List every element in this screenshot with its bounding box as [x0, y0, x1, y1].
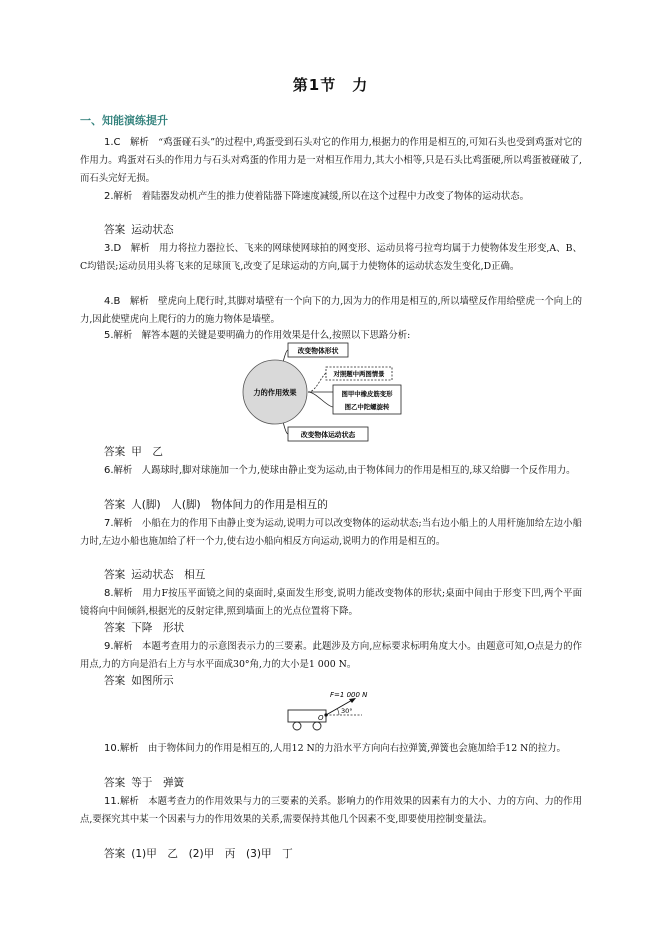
diagram-cue-label: 对照题中两图情景 [333, 370, 385, 378]
answer-5 [104, 444, 163, 459]
answer-label: 答案 [104, 224, 126, 236]
item-1 [80, 134, 582, 188]
answer-text: (1)甲 乙 (2)甲 丙 (3)甲 丁 [131, 848, 293, 860]
answer-label: 答案 [104, 499, 126, 511]
item-10 [80, 740, 582, 758]
cart-wheel-right [313, 722, 321, 730]
answer-6 [104, 497, 328, 512]
item-11 [80, 793, 582, 829]
item-number: 11. [104, 796, 120, 807]
diagram-case1-label: 图甲中橡皮筋变形 [341, 390, 393, 398]
item-text: 解析 “鸡蛋碰石头”的过程中,鸡蛋受到石头对它的作用力,根据力的作用是相互的,可知石头也受到鸡蛋对它的作用力。鸡蛋对石头的作用力与石头对鸡蛋的作用力是一对相互作用力,其大小相等,只是石头比鸡蛋硬,所以鸡蛋被碰破了,而石头完好无损。 [80, 137, 582, 184]
answer-11 [104, 846, 293, 861]
answer-label: 答案 [104, 446, 126, 458]
answer-text: 如图所示 [131, 675, 174, 687]
force-diagram [284, 688, 384, 738]
answer-2 [104, 222, 174, 237]
item-text: 解析 小船在力的作用下由静止变为运动,说明力可以改变物体的运动状态;当右边小船上的人用杆施加给左边小船力时,左边小船也施加给了杆一个力,使右边小船向相反方向运动,说明力的作用是相互的。 [80, 518, 582, 547]
item-text: 解析 人踢球时,脚对球施加一个力,使球由静止变为运动,由于物体间力的作用是相互的,球又给脚一个反作用力。 [113, 465, 576, 476]
answer-text: 等于 弹簧 [131, 777, 185, 789]
answer-label: 答案 [104, 675, 126, 687]
item-number: 3.D [104, 243, 122, 254]
point-label: O [318, 714, 324, 722]
item-text: 解析 用力将拉力器拉长、飞来的网球使网球拍的网变形、运动员将弓拉弯均属于力使物体发生形变,A、B、C均错误;运动员用头将飞来的足球顶飞,改变了足球运动的方向,属于力使物体的运动状态发生变化,D正确。 [80, 243, 582, 272]
answer-9 [104, 673, 174, 688]
answer-text: 人(脚) 人(脚) 物体间力的作用是相互的 [131, 499, 328, 511]
section-heading: 一、知能演练提升 [80, 114, 168, 127]
item-number: 4.B [104, 296, 121, 307]
item-text: 解析 本题考查力的作用效果与力的三要素的关系。影响力的作用效果的因素有力的大小、力的方向、力的作用点,要探究其中某一个因素与力的作用效果的关系,需要保持其他几个因素不变,即要使用控制变量法。 [80, 796, 582, 825]
item-6 [80, 462, 582, 480]
page-title: 第1节 力 [292, 76, 369, 94]
item-4 [80, 293, 582, 329]
answer-text: 甲 乙 [131, 446, 163, 458]
item-number: 5. [104, 330, 114, 341]
angle-label: 30° [341, 707, 353, 715]
diagram-center-label: 力的作用效果 [253, 388, 297, 397]
item-text: 解析 用力F按压平面镜之间的桌面时,桌面发生形变,说明力能改变物体的形状;桌面中间由于形变下凹,两个平面镜将向中间倾斜,根据光的反射定律,照到墙面上的光点位置将下降。 [80, 588, 582, 617]
answer-label: 答案 [104, 622, 126, 634]
answer-7 [104, 567, 205, 582]
item-text: 解析 本题考查用力的示意图表示力的三要素。此题涉及方向,应标要求标明角度大小。由题意可知,O点是力的作用点,力的方向是沿右上方与水平面成30°角,力的大小是1 000 N。 [80, 641, 582, 670]
item-9 [80, 638, 582, 674]
item-number: 1.C [104, 137, 121, 148]
force-label: F=1 000 N [330, 691, 368, 699]
diagram-top-label: 改变物体形状 [297, 347, 339, 355]
item-text: 解析 由于物体间力的作用是相互的,人用12 N的力沿水平方向向右拉弹簧,弹簧也会施加给手12 N的拉力。 [119, 743, 566, 754]
item-number: 2. [104, 191, 114, 202]
item-text: 解析 壁虎向上爬行时,其脚对墙壁有一个向下的力,因为力的作用是相互的,所以墙壁反作用给壁虎一个向上的力,因此使壁虎向上爬行的力的施力物体是墙壁。 [80, 296, 582, 325]
item-number: 6. [104, 465, 114, 476]
diagram-bottom-label: 改变物体运动状态 [300, 431, 356, 439]
answer-8 [104, 620, 184, 635]
item-text: 解析 着陆器发动机产生的推力使着陆器下降速度减缓,所以在这个过程中力改变了物体的运动状态。 [113, 191, 530, 202]
answer-label: 答案 [104, 569, 126, 581]
item-text: 解析 解答本题的关键是要明确力的作用效果是什么,按照以下思路分析: [113, 330, 411, 341]
item-7 [80, 515, 582, 551]
answer-text: 运动状态 [131, 224, 174, 236]
item-number: 7. [104, 518, 114, 529]
item-8 [80, 585, 582, 621]
answer-label: 答案 [104, 848, 126, 860]
item-number: 10. [104, 743, 120, 754]
cart-wheel-left [293, 722, 301, 730]
diagram-case2-label: 图乙中陀螺旋转 [344, 403, 390, 411]
answer-text: 运动状态 相互 [131, 569, 206, 581]
answer-text: 下降 形状 [131, 622, 185, 634]
item-number: 9. [104, 641, 114, 652]
answer-10 [104, 775, 184, 790]
item-3 [80, 240, 582, 276]
item-2 [80, 188, 582, 206]
answer-label: 答案 [104, 777, 126, 789]
force-effect-diagram [240, 340, 410, 444]
item-number: 8. [104, 588, 114, 599]
